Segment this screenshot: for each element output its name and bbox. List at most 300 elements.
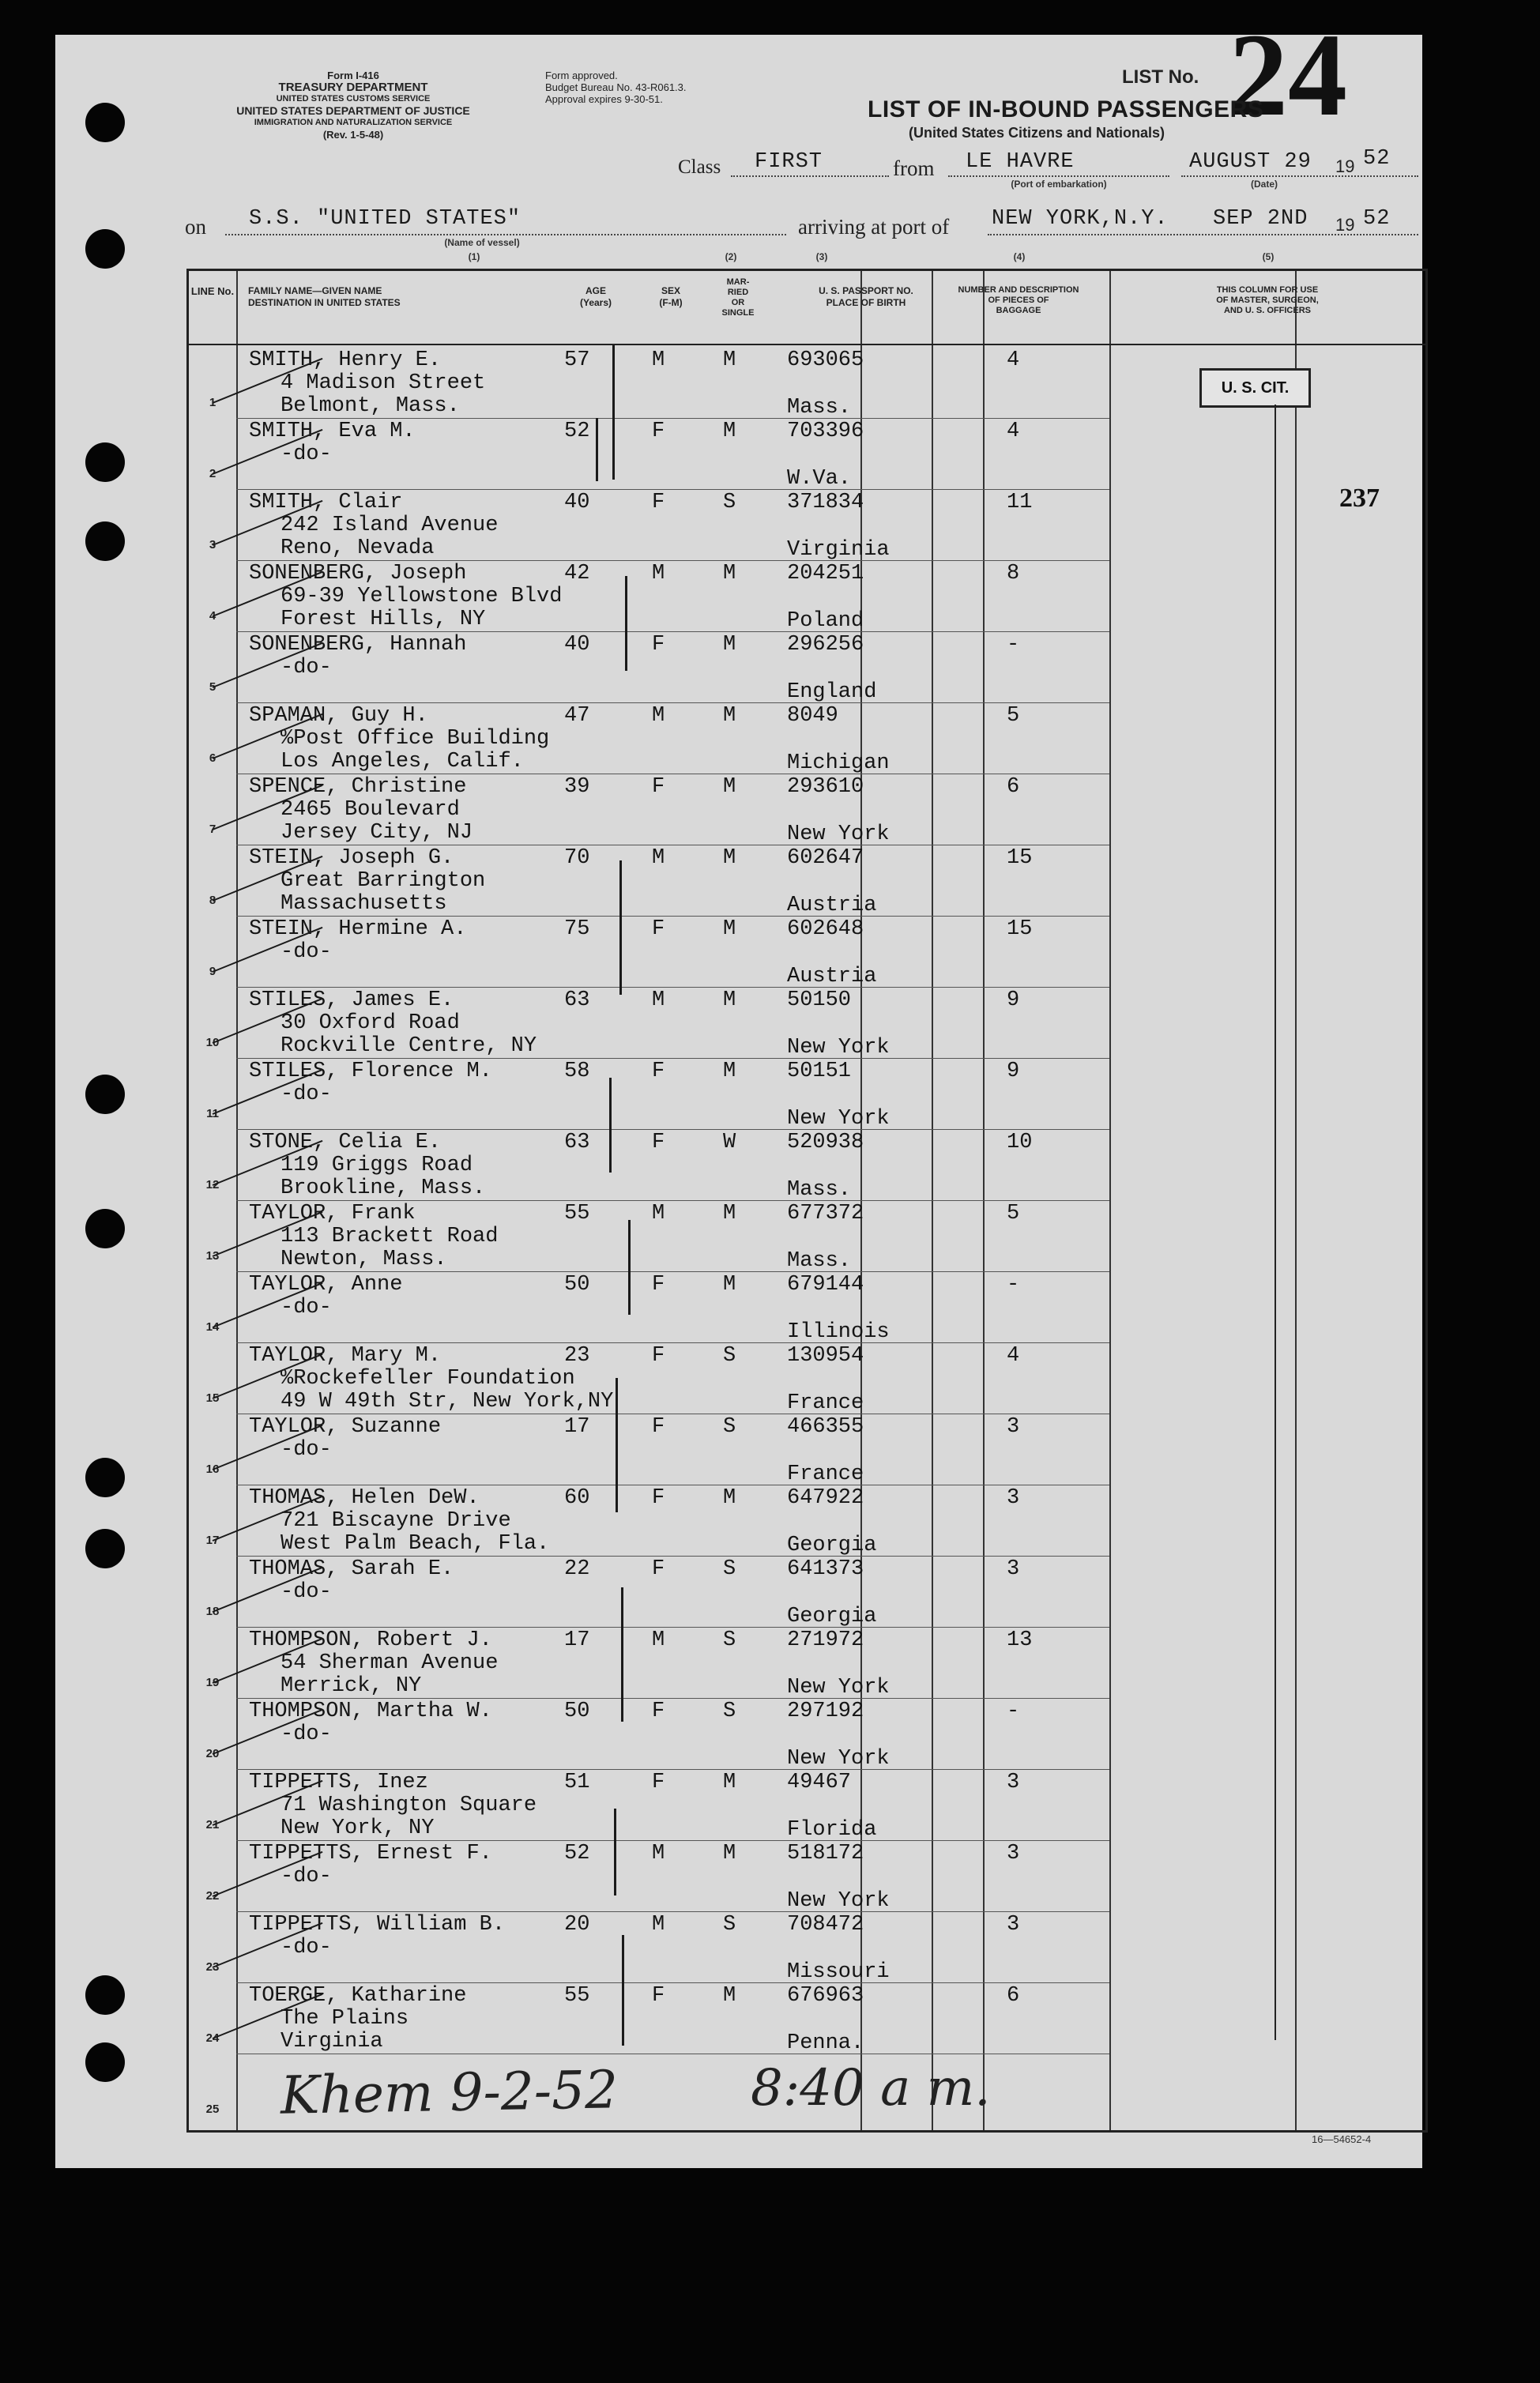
list-title: LIST OF IN-BOUND PASSENGERS	[868, 96, 1264, 122]
stamp-extension-line	[1275, 405, 1276, 2040]
marital-status: S	[723, 1700, 736, 1723]
passenger-name: TAYLOR, Suzanne	[249, 1415, 442, 1439]
pencil-stroke	[596, 418, 598, 481]
passenger-name: TOERGE, Katharine	[249, 1984, 467, 2008]
row-separator	[236, 1058, 1109, 1059]
form-header-block	[175, 70, 531, 141]
line-number: 11	[206, 1107, 219, 1120]
departure-year: 52	[1363, 147, 1391, 171]
address-line-2: Los Angeles, Calif.	[281, 750, 524, 774]
table-row	[189, 1556, 1425, 1627]
passport-number: 677372	[787, 1202, 864, 1225]
baggage-count: 3	[1007, 1913, 1020, 1937]
passport-number: 602647	[787, 846, 864, 870]
marital-status: M	[723, 988, 736, 1012]
passport-number: 693065	[787, 348, 864, 372]
row-separator	[236, 916, 1109, 917]
sex: F	[652, 1771, 665, 1794]
marital-status: S	[723, 1415, 736, 1439]
port-caption: (Port of embarkation)	[1011, 179, 1107, 190]
table-row	[189, 418, 1425, 489]
address-line-1: 113 Brackett Road	[281, 1225, 499, 1248]
table-row	[189, 1342, 1425, 1414]
line-number: 14	[205, 1320, 220, 1334]
marital-status: M	[723, 704, 736, 728]
passenger-name: TIPPETTS, Inez	[249, 1771, 428, 1794]
arrival-port: NEW YORK,N.Y.	[992, 207, 1169, 231]
passport-number: 50151	[787, 1060, 852, 1083]
address-line-2: Rockville Centre, NY	[281, 1034, 537, 1058]
sex: F	[652, 1060, 665, 1083]
passport-number: 641373	[787, 1557, 864, 1581]
passenger-name: SPAMAN, Guy H.	[249, 704, 428, 728]
sex: M	[652, 1628, 665, 1652]
marital-status: M	[723, 420, 736, 443]
pencil-stroke	[619, 860, 622, 995]
sex: M	[652, 704, 665, 728]
place-of-birth: Austria	[787, 894, 877, 917]
vessel-caption: (Name of vessel)	[444, 237, 520, 248]
row-separator	[236, 418, 1109, 419]
place-of-birth: Missouri	[787, 1960, 890, 1984]
passport-number: 8049	[787, 704, 838, 728]
pencil-stroke	[628, 1220, 631, 1315]
sex: F	[652, 1344, 665, 1368]
place-of-birth: New York	[787, 1036, 890, 1060]
sex: F	[652, 1131, 665, 1154]
passenger-name: THOMPSON, Martha W.	[249, 1700, 492, 1723]
passenger-name: TIPPETTS, William B.	[249, 1913, 506, 1937]
row-separator	[236, 1342, 1109, 1343]
table-row	[189, 1769, 1425, 1840]
passport-number: 50150	[787, 988, 852, 1012]
form-number: Form I-416	[327, 70, 379, 81]
table-row	[189, 1627, 1425, 1698]
place-of-birth: France	[787, 1391, 864, 1415]
table-row	[189, 1982, 1425, 2054]
class-label: Class	[678, 156, 721, 178]
line-number: 5	[209, 680, 217, 694]
place-of-birth: W.Va.	[787, 467, 852, 491]
passenger-name: THOMAS, Helen DeW.	[249, 1486, 480, 1510]
passport-number: 520938	[787, 1131, 864, 1154]
col-head-line: LINE No.	[190, 285, 235, 297]
marital-status: S	[723, 1557, 736, 1581]
passenger-name: SMITH, Eva M.	[249, 420, 416, 443]
place-of-birth: New York	[787, 1107, 890, 1131]
baggage-count: 6	[1007, 1984, 1020, 2008]
line-number: 22	[205, 1889, 220, 1903]
passenger-name: TAYLOR, Anne	[249, 1273, 403, 1297]
age: 47	[564, 704, 590, 728]
row-separator	[236, 631, 1109, 632]
row-separator	[236, 1982, 1109, 1983]
address-line-1: -do-	[281, 656, 332, 680]
table-row	[189, 1129, 1425, 1200]
punch-hole	[85, 1529, 125, 1568]
age: 17	[564, 1415, 590, 1439]
punch-hole	[85, 1075, 125, 1114]
sex: M	[652, 348, 665, 372]
pencil-stroke	[614, 1809, 616, 1895]
date-underline	[1181, 175, 1418, 177]
vessel-col-caption: (1)	[468, 251, 480, 262]
row-separator	[236, 1911, 1109, 1912]
line-number: 2	[209, 467, 217, 480]
marital-status: M	[723, 348, 736, 372]
header-rule	[189, 344, 1425, 345]
baggage-count: 8	[1007, 562, 1020, 585]
treasury-dept: TREASURY DEPARTMENT	[278, 81, 428, 94]
handwritten-signature: Khem 9-2-52	[280, 2059, 619, 2126]
row-separator	[236, 987, 1109, 988]
passenger-name: TIPPETTS, Ernest F.	[249, 1842, 492, 1865]
age: 60	[564, 1486, 590, 1510]
row-separator	[236, 1627, 1109, 1628]
place-of-birth: New York	[787, 823, 890, 846]
col4-caption: (4)	[1013, 251, 1026, 262]
line-number: 25	[205, 2103, 220, 2116]
list-number: 24	[1229, 9, 1347, 141]
line-number: 19	[205, 1676, 220, 1689]
age: 51	[564, 1771, 590, 1794]
passport-number: 204251	[787, 562, 864, 585]
passport-number: 602648	[787, 917, 864, 941]
line-number: 1	[209, 396, 217, 409]
marital-status: M	[723, 1984, 736, 2008]
line-number: 7	[209, 823, 217, 836]
sex: M	[652, 846, 665, 870]
handwritten-time: 8:40 a m.	[751, 2059, 991, 2118]
table-row	[189, 702, 1425, 774]
address-line-1: 54 Sherman Avenue	[281, 1651, 499, 1675]
pencil-stroke	[622, 1935, 624, 2046]
passenger-name: THOMPSON, Robert J.	[249, 1628, 492, 1652]
place-of-birth: New York	[787, 1676, 890, 1700]
marital-status: S	[723, 1628, 736, 1652]
passenger-name: STILES, Florence M.	[249, 1060, 492, 1083]
punch-hole	[85, 442, 125, 482]
passenger-name: SMITH, Henry E.	[249, 348, 442, 372]
passenger-name: TAYLOR, Frank	[249, 1202, 416, 1225]
marital-status: M	[723, 775, 736, 799]
passport-number: 271972	[787, 1628, 864, 1652]
address-line-1: -do-	[281, 1296, 332, 1319]
baggage-count: 4	[1007, 1344, 1020, 1368]
sex: M	[652, 1913, 665, 1937]
age: 70	[564, 846, 590, 870]
arrival-date: SEP 2ND	[1213, 207, 1308, 231]
address-line-1: %Post Office Building	[281, 727, 550, 751]
line-number: 17	[205, 1534, 220, 1547]
sex: M	[652, 1202, 665, 1225]
col-head-passport: U. S. PASSPORT NO. PLACE OF BIRTH	[819, 285, 913, 308]
from-label: from	[893, 156, 935, 180]
passenger-name: SPENCE, Christine	[249, 775, 467, 799]
approval-expires: Approval expires 9-30-51.	[545, 93, 663, 105]
col-head-age: AGE (Years)	[579, 285, 612, 308]
place-of-birth: Virginia	[787, 538, 890, 562]
passport-number: 466355	[787, 1415, 864, 1439]
age: 57	[564, 348, 590, 372]
passport-number: 708472	[787, 1913, 864, 1937]
address-line-1: -do-	[281, 1580, 332, 1604]
row-separator	[236, 1698, 1109, 1699]
baggage-count: 13	[1007, 1628, 1033, 1652]
baggage-count: -	[1007, 1700, 1020, 1723]
on-label: on	[185, 215, 206, 239]
passport-number: 49467	[787, 1771, 852, 1794]
baggage-count: 5	[1007, 1202, 1020, 1225]
line-number: 12	[205, 1178, 220, 1192]
place-of-birth: Florida	[787, 1818, 877, 1842]
age: 40	[564, 491, 590, 514]
place-of-birth: Poland	[787, 609, 864, 633]
address-line-1: -do-	[281, 442, 332, 466]
table-row	[189, 1911, 1425, 1982]
marital-status: M	[723, 917, 736, 941]
address-line-1: 721 Biscayne Drive	[281, 1509, 511, 1533]
row-separator	[236, 1129, 1109, 1130]
table-row	[189, 1485, 1425, 1556]
line-number: 24	[205, 2031, 220, 2045]
col-head-baggage: NUMBER AND DESCRIPTION OF PIECES OF BAGGAGE	[958, 285, 1079, 315]
arriving-label: arriving at port of	[798, 215, 950, 239]
passport-number: 293610	[787, 775, 864, 799]
address-line-1: 119 Griggs Road	[281, 1154, 473, 1177]
row-separator	[236, 1769, 1109, 1770]
class-value: FIRST	[755, 150, 823, 174]
sex: F	[652, 1415, 665, 1439]
passport-number: 371834	[787, 491, 864, 514]
age: 42	[564, 562, 590, 585]
address-line-1: 242 Island Avenue	[281, 514, 499, 537]
age: 20	[564, 1913, 590, 1937]
table-row	[189, 1200, 1425, 1271]
passport-number: 130954	[787, 1344, 864, 1368]
address-line-1: -do-	[281, 1082, 332, 1106]
pencil-stroke	[612, 345, 615, 480]
marital-status: S	[723, 491, 736, 514]
baggage-count: 4	[1007, 420, 1020, 443]
passenger-name: SMITH, Clair	[249, 491, 403, 514]
sex: M	[652, 562, 665, 585]
baggage-count: -	[1007, 633, 1020, 657]
col-head-sex: SEX (F-M)	[659, 285, 683, 308]
address-line-1: -do-	[281, 1936, 332, 1959]
justice-dept: UNITED STATES DEPARTMENT OF JUSTICE	[236, 104, 470, 117]
address-line-1: 69-39 Yellowstone Blvd	[281, 585, 563, 608]
pencil-stroke	[625, 576, 627, 671]
address-line-1: Great Barrington	[281, 869, 486, 893]
vessel-name: S.S. "UNITED STATES"	[249, 207, 521, 231]
arrival-year: 52	[1363, 207, 1391, 231]
form-approved: Form approved.	[545, 70, 618, 81]
approval-block	[545, 70, 735, 105]
line-number: 18	[205, 1605, 220, 1618]
row-separator	[236, 489, 1109, 490]
address-line-1: 71 Washington Square	[281, 1794, 537, 1817]
passport-number: 518172	[787, 1842, 864, 1865]
table-row	[189, 774, 1425, 845]
address-line-2: Belmont, Mass.	[281, 394, 460, 418]
table-row	[189, 1414, 1425, 1485]
table-row	[189, 631, 1425, 702]
us-citizen-stamp	[1199, 368, 1311, 408]
place-of-birth: Mass.	[787, 1178, 852, 1202]
passenger-name: SONENBERG, Hannah	[249, 633, 467, 657]
ins-service: IMMIGRATION AND NATURALIZATION SERVICE	[254, 118, 453, 127]
table-row	[189, 1698, 1425, 1769]
passenger-name: STEIN, Hermine A.	[249, 917, 467, 941]
age: 55	[564, 1984, 590, 2008]
line-number: 15	[205, 1391, 220, 1405]
age: 52	[564, 420, 590, 443]
place-of-birth: Mass.	[787, 396, 852, 420]
baggage-count: 15	[1007, 917, 1033, 941]
marital-status: M	[723, 1842, 736, 1865]
punch-hole	[85, 1975, 125, 2015]
marital-status: M	[723, 1060, 736, 1083]
list-subtitle: (United States Citizens and Nationals)	[909, 125, 1165, 141]
baggage-count: 3	[1007, 1842, 1020, 1865]
marital-status: M	[723, 1771, 736, 1794]
list-no-label: LIST No.	[1122, 66, 1199, 88]
address-line-1: The Plains	[281, 2007, 409, 2031]
table-row	[189, 987, 1425, 1058]
punch-hole	[85, 521, 125, 561]
address-line-2: Reno, Nevada	[281, 536, 435, 560]
baggage-count: 4	[1007, 348, 1020, 372]
table-row	[189, 845, 1425, 916]
age: 58	[564, 1060, 590, 1083]
port-underline	[948, 175, 1169, 177]
row-separator	[236, 1200, 1109, 1201]
sex: F	[652, 420, 665, 443]
place-of-birth: France	[787, 1463, 864, 1486]
address-line-1: -do-	[281, 1722, 332, 1746]
baggage-count: 11	[1007, 491, 1033, 514]
address-line-2: New York, NY	[281, 1816, 435, 1840]
table-row	[189, 916, 1425, 987]
baggage-count: 15	[1007, 846, 1033, 870]
pencil-stroke	[621, 1587, 623, 1722]
baggage-count: 3	[1007, 1486, 1020, 1510]
baggage-count: 9	[1007, 1060, 1020, 1083]
date-caption: (Date)	[1250, 179, 1278, 190]
sex: F	[652, 1486, 665, 1510]
place-of-birth: Penna.	[787, 2031, 864, 2055]
row-separator	[236, 560, 1109, 561]
col2-caption: (2)	[725, 251, 737, 262]
col-head-married: MAR- RIED OR SINGLE	[721, 277, 755, 318]
passport-number: 679144	[787, 1273, 864, 1297]
pencil-stroke	[616, 1378, 618, 1512]
row-separator	[236, 1556, 1109, 1557]
form-revision: (Rev. 1-5-48)	[322, 129, 384, 141]
address-line-2: Newton, Mass.	[281, 1248, 447, 1271]
address-line-1: -do-	[281, 940, 332, 964]
baggage-count: 9	[1007, 988, 1020, 1012]
place-of-birth: Mass.	[787, 1249, 852, 1273]
row-separator	[236, 702, 1109, 703]
sex: F	[652, 1273, 665, 1297]
baggage-count: 5	[1007, 704, 1020, 728]
line-number: 3	[209, 538, 217, 552]
sex: F	[652, 775, 665, 799]
age: 55	[564, 1202, 590, 1225]
col-head-name: FAMILY NAME—GIVEN NAME DESTINATION IN UNITED STATES	[248, 285, 401, 308]
passenger-name: STONE, Celia E.	[249, 1131, 442, 1154]
address-line-1: 2465 Boulevard	[281, 798, 460, 822]
line-number: 20	[205, 1747, 220, 1760]
passenger-name: SONENBERG, Joseph	[249, 562, 467, 585]
marital-status: M	[723, 1202, 736, 1225]
place-of-birth: Austria	[787, 965, 877, 988]
age: 39	[564, 775, 590, 799]
baggage-count: 3	[1007, 1771, 1020, 1794]
punch-hole	[85, 1209, 125, 1248]
col5-caption: (5)	[1262, 251, 1275, 262]
baggage-count: 3	[1007, 1415, 1020, 1439]
sex: M	[652, 1842, 665, 1865]
age: 40	[564, 633, 590, 657]
sex: F	[652, 1984, 665, 2008]
passport-number: 676963	[787, 1984, 864, 2008]
passenger-name: STILES, James E.	[249, 988, 454, 1012]
address-line-2: Virginia	[281, 2030, 383, 2054]
stamp-text: U. S. CIT.	[1221, 378, 1290, 397]
table-row	[189, 560, 1425, 631]
address-line-2: Jersey City, NJ	[281, 821, 473, 845]
row-separator	[236, 1271, 1109, 1272]
marital-status: M	[723, 633, 736, 657]
address-line-2: Forest Hills, NY	[281, 608, 486, 631]
address-line-1: -do-	[281, 1438, 332, 1462]
age: 23	[564, 1344, 590, 1368]
punch-hole	[85, 2042, 125, 2082]
sex: F	[652, 633, 665, 657]
row-separator	[236, 1840, 1109, 1841]
customs-service: UNITED STATES CUSTOMS SERVICE	[276, 94, 431, 104]
baggage-count: 10	[1007, 1131, 1033, 1154]
place-of-birth: New York	[787, 1747, 890, 1771]
passport-number: 297192	[787, 1700, 864, 1723]
form-footer-code: 16—54652-4	[1312, 2133, 1372, 2145]
address-line-2: Brookline, Mass.	[281, 1176, 486, 1200]
age: 52	[564, 1842, 590, 1865]
place-of-birth: Michigan	[787, 751, 890, 775]
address-line-1: 30 Oxford Road	[281, 1011, 460, 1035]
table-row	[189, 1840, 1425, 1911]
marital-status: S	[723, 1913, 736, 1937]
age: 22	[564, 1557, 590, 1581]
sex: F	[652, 917, 665, 941]
line-number: 4	[209, 609, 217, 623]
line-number: 21	[205, 1818, 220, 1831]
place-of-birth: Illinois	[787, 1320, 890, 1344]
line-number: 10	[205, 1036, 220, 1049]
age: 17	[564, 1628, 590, 1652]
arrival-year-prefix: 19	[1335, 215, 1355, 235]
address-line-2: Massachusetts	[281, 892, 447, 916]
punch-hole	[85, 103, 125, 142]
marital-status: W	[723, 1131, 736, 1154]
marital-status: S	[723, 1344, 736, 1368]
table-row	[189, 1271, 1425, 1342]
place-of-birth: New York	[787, 1889, 890, 1913]
pencil-stroke	[609, 1078, 612, 1173]
